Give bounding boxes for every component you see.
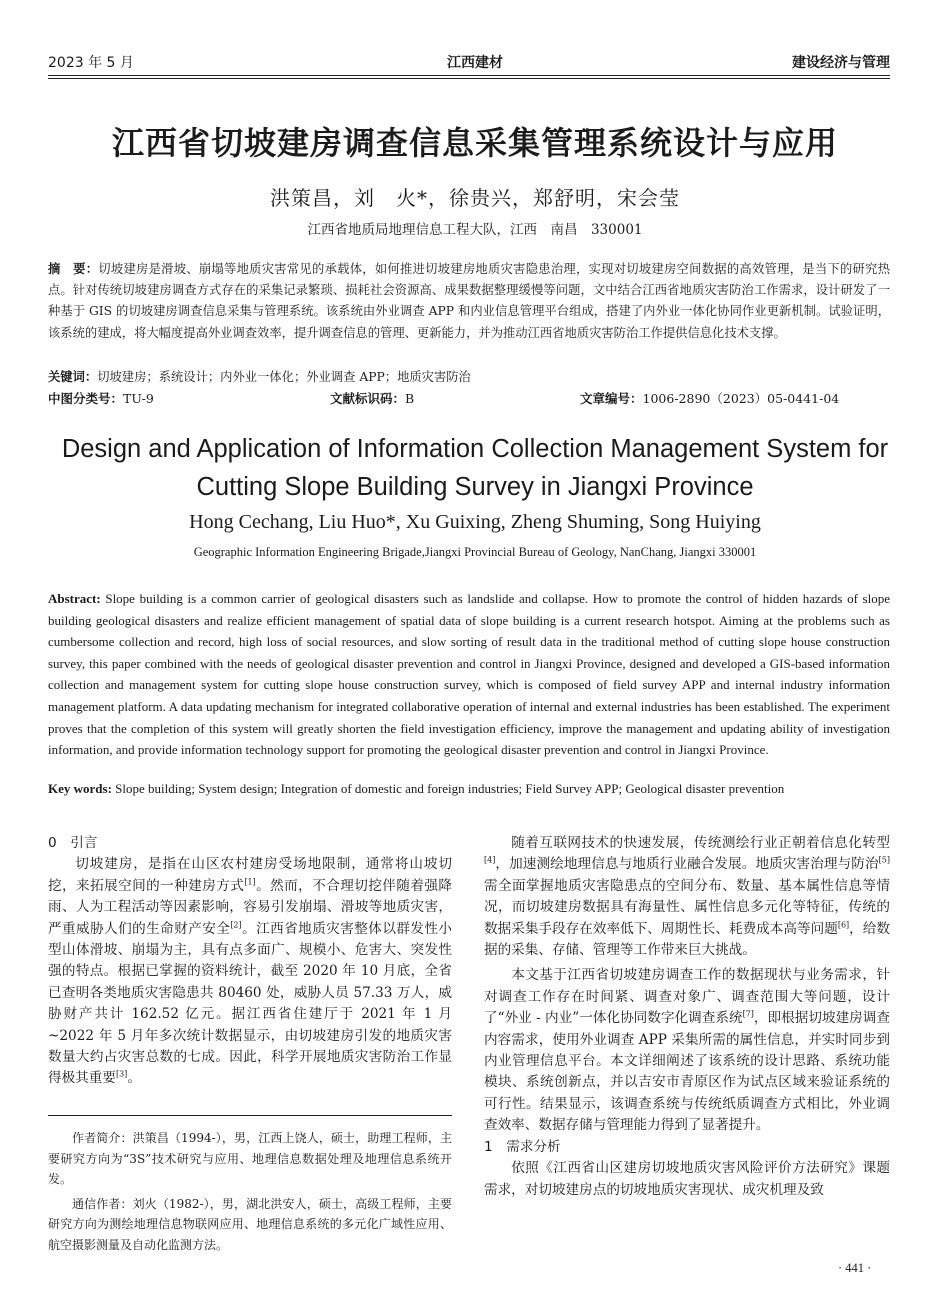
classification-line (48, 389, 890, 409)
keywords-en-text: Slope building; System design; Integration of domestic and foreign industries; Field Survey APP; Geological disaster prevention (115, 781, 785, 796)
intro-paragraph-2: 随着互联网技术的快速发展，传统测绘行业正朝着信息化转型[4]，加速测绘地理信息与地质行业融合发展。地质灾害治理与防治[5]需全面掌握地质灾害隐患点的空间分布、数量、基本属性信息等情况，而切坡建房数据具有海量性、属性信息多元化等特征，传统的数据采集手段存在效率低下、周期性长、耗费成本高等问题[6]，给数据的采集、存储、管理等工作带来巨大挑战。 (484, 835, 890, 959)
citation-6[interactable]: [6] (837, 920, 850, 930)
header-date: 2023 年 5 月 (48, 55, 134, 71)
section-1-heading: 1 需求分析 (484, 1138, 561, 1155)
citation-3[interactable]: [3] (115, 1069, 128, 1079)
abstract-en-text: Slope building is a common carrier of geological disasters such as landslide and collapse. How to promote the control of hidden hazards of slope building geological disasters and realize efficient management of spatial data of slope building is a current research hotspot. Aiming at the problems such as cumbersome collection and record, high loss of social resources, and slow sorting of result data in the traditional method of cutting slope house construction survey, this paper combined with the needs of geological disaster prevention and control in Jiangxi Province, designed and developed a GIS-based information collection and management system for cutting slope house construction survey, which is composed of field survey APP and internal industry information management platform. A data updating mechanism for integrated collaborative operation of internal and external industries has been established. The experiment proves that the completion of this system will greatly shorten the field investigation efficiency, improve the management and updating ability of investigation information, and provide information technology support for promoting the geological disaster prevention and control in Jiangxi Province. (48, 591, 890, 758)
citation-7[interactable]: [7] (742, 1009, 754, 1019)
article-label: 文章编号： (580, 391, 643, 406)
footnotes (48, 1128, 452, 1256)
abstract-cn (48, 259, 890, 344)
affiliation-en: Geographic Information Engineering Brigade,Jiangxi Provincial Bureau of Geology, NanChang, Jiangxi 330001 (193, 545, 757, 559)
keywords-cn (48, 367, 890, 388)
keywords-cn-text: 切坡建房；系统设计；内外业一体化；外业调查 APP；地质灾害防治 (97, 370, 471, 384)
clc-value: TU-9 (123, 391, 154, 406)
doc-value: B (405, 391, 415, 406)
header-journal: 江西建材 (447, 55, 503, 71)
abstract-cn-label: 摘 要： (48, 262, 99, 276)
affiliation-cn: 江西省地质局地理信息工程大队，江西 南昌 330001 (307, 222, 643, 238)
citation-2[interactable]: [2] (230, 920, 242, 930)
article-value: 1006-2890（2023）05-0441-04 (642, 391, 840, 406)
clc-label: 中图分类号： (48, 391, 124, 406)
footnote-author: 作者简介：洪策昌（1994-），男，江西上饶人，硕士，助理工程师，主要研究方向为“3S”技术研究与应用、地理信息数据处理及地理信息系统开发。 (48, 1131, 452, 1187)
body-left-column (48, 833, 452, 1090)
section-0-heading: 0 引言 (48, 835, 98, 851)
authors-cn: 洪策昌，刘 火*，徐贵兴，郑舒明，宋会莹 (270, 186, 680, 210)
article-number (580, 389, 839, 407)
body-right-column (484, 833, 890, 1201)
keywords-cn-label: 关键词： (48, 370, 98, 384)
citation-4[interactable]: [4] (484, 855, 496, 865)
page-number: · 441 · (838, 1261, 872, 1275)
abstract-en (48, 588, 890, 761)
intro-paragraph-1: 切坡建房，是指在山区农村建房受场地限制，通常将山坡切挖，来拓展空间的一种建房方式[1]。然而，不合理切挖伴随着强降雨、人为工程活动等因素影响，容易引发崩塌、滑坡等地质灾害，严重威胁人们的生命财产安全[2]。江西省地质灾害整体以群发性小型山体滑坡、崩塌为主，具有点多面广、规模小、危害大、突发性强的特点。根据已掌握的资料统计，截至 2020 年 10 月底，全省已查明各类地质灾害隐患共 80460 处，威胁人员 57.33 万人，威胁财产共计 162.52 亿元。据江西省住建厅于 2021 年 1 月 ~2022 年 5 月年多次统计数据显示，由切坡建房引发的地质灾害数量大约占灾害总数的七成。因此，科学开展地质灾害防治工作显得极其重要[3]。 (48, 856, 453, 1087)
header-rule-double (48, 78, 890, 79)
clc-code (48, 389, 154, 407)
footnote-corresponding: 通信作者：刘火（1982-），男，湖北洪安人，硕士，高级工程师，主要研究方向为测绘地理信息物联网应用、地理信息系统的多元化广域性应用、航空摄影测量及自动化监测方法。 (48, 1196, 452, 1252)
header-section: 建设经济与管理 (792, 55, 890, 71)
paper-title-en: Design and Application of Information Collection Management System for Cutting Slope Building Survey in Jiangxi Province (61, 435, 889, 501)
doc-code (330, 389, 414, 407)
header-rule (48, 75, 890, 76)
paper-title-cn: 江西省切坡建房调查信息采集管理系统设计与应用 (111, 124, 838, 162)
doc-label: 文献标识码： (330, 391, 406, 406)
intro-paragraph-3: 本文基于江西省切坡建房调查工作的数据现状与业务需求，针对调查工作存在时间紧、调查对象广、调查范围大等问题，设计了“外业 - 内业”一体化协同数字化调查系统[7]，即根据切坡建房调查内容需求，使用外业调查 APP 采集所需的属性信息，并实时同步到内业管理信息平台。本文详细阐述了该系统的设计思路、系统功能模块、系统创新点，并以吉安市青原区作为试点区域来验证系统的可行性。结果显示，该调查系统与传统纸质调查方式相比，外业调查效率、数据存储与管理能力得到了显著提升。 (484, 967, 890, 1134)
citation-1[interactable]: [1] (244, 877, 256, 887)
requirements-paragraph-1: 依照《江西省山区建房切坡地质灾害风险评价方法研究》课题需求，对切坡建房点的切坡地质灾害现状、成灾机理及致 (484, 1160, 890, 1198)
abstract-cn-text: 切坡建房是滑坡、崩塌等地质灾害常见的承载体，如何推进切坡建房地质灾害隐患治理，实现对切坡建房空间数据的高效管理，是当下的研究热点。针对传统切坡建房调查方式存在的采集记录繁琐、损耗社会资源高、成果数据整理缓慢等问题，文中结合江西省地质灾害防治工作需求，设计研发了一种基于 GIS 的切坡建房调查信息采集与管理系统。该系统由外业调查 APP 和内业信息管理平台组成，搭建了内外业一体化协同作业更新机制。试验证明，该系统的建成，将大幅度提高外业调查效率，提升调查信息的管理、更新能力，并为推动江西省地质灾害防治工作提供信息化技术支撑。 (48, 262, 890, 340)
abstract-en-label: Abstract: (48, 591, 101, 606)
keywords-en-label: Key words: (48, 781, 112, 796)
footnote-rule (48, 1115, 452, 1116)
keywords-en (48, 781, 890, 797)
citation-5[interactable]: [5] (878, 855, 890, 865)
authors-en: Hong Cechang, Liu Huo*, Xu Guixing, Zheng Shuming, Song Huiying (189, 511, 761, 533)
